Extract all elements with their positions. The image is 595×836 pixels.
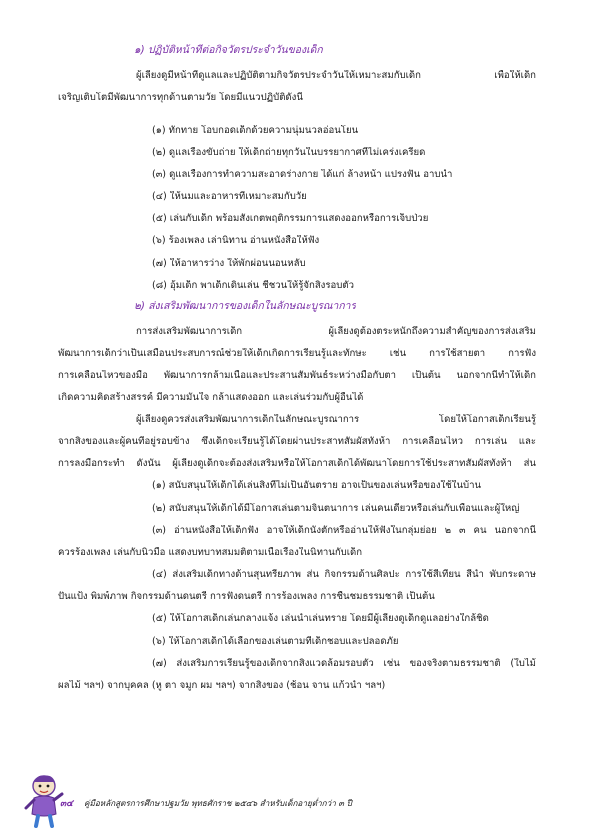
section1-item-2: (๒) ดูแลเรื่องขับถ่าย ให้เด็กถ่ายทุกวันในบรรยากาศที่ไม่เคร่งเครียด	[152, 147, 426, 158]
section1-item-5: (๕) เล่นกับเด็ก พร้อมสังเกตพฤติกรรมการแสดงออกหรือการเจ็บป่วย	[152, 213, 429, 224]
footer-title: คู่มือหลักสูตรการศึกษาปฐมวัย พุทธศักราช ๒๕๔๖ สำหรับเด็กอายุต่ำกว่า ๓ ปี	[84, 798, 352, 808]
section1-item-1: (๑) ทักทาย โอบกอดเด็กด้วยความนุ่มนวลอ่อนโยน	[152, 125, 359, 136]
section2-item-4-line1: (๔) ส่งเสริมเด็กทางด้านสุนทรียภาพ ส่น กิจกรรมด้านศิลปะ การใช้สีเทียน สีน้ำ พับกระดาษ	[152, 569, 536, 580]
section1-intro-line2: เจริญเติบโตมีพัฒนาการทุกด้านตามวัย โดยมีแนวปฏิบัติดังนี้	[58, 92, 303, 103]
section2-item-3-line2: ควรร้องเพลง เล่นกับนิ้วมือ แสดงบทบาทสมมติตามเนื้อเรื่องในนิทานกับเด็ก	[58, 547, 363, 558]
section2-item-1: (๑) สนับสนุนให้เด็กได้เล่นสิ่งที่ไม่เป็นอันตราย อาจเป็นของเล่นหรือของใช้ในบ้าน	[152, 480, 482, 491]
section1-item-7: (๗) ให้อาหารว่าง ให้พักผ่อนนอนหลับ	[152, 258, 306, 269]
section2-item-7-line2: ผลไม้ ฯลฯ) จากบุคคล (หู ตา จมูก ผม ฯลฯ) จากสิ่งของ (ช้อน จาน แก้วน้ำ ฯลฯ)	[58, 680, 386, 691]
section2-item-5: (๕) ให้โอกาสเด็กเล่นกลางแจ้ง เล่นน้ำเล่นทราย โดยมีผู้เลี้ยงดูเด็กดูแลอย่างใกล้ชิด	[152, 613, 489, 624]
section2-para1-line1: การส่งเสริมพัฒนาการเด็ก ผู้เลี้ยงดูต้องตระหนักถึงความสำคัญของการส่งเสริม	[136, 326, 536, 337]
section2-item-4-line2: ปั้นแป้ง พิมพ์ภาพ กิจกรรมด้านดนตรี การฟังดนตรี การร้องเพลง การชื่นชมธรรมชาติ เป็นต้น	[58, 591, 435, 602]
section1-intro-line1: ผู้เลี้ยงดูมีหน้าที่ดูแลและปฏิบัติตามกิจวัตรประจำวันให้เหมาะสมกับเด็ก เพื่อให้เด็ก	[136, 70, 536, 81]
section1-item-4: (๔) ให้นมและอาหารที่เหมาะสมกับวัย	[152, 191, 307, 202]
section1-item-8: (๘) อุ้มเด็ก พาเด็กเดินเล่น ชี้ชวนให้รู้จักสิ่งรอบตัว	[152, 280, 354, 291]
section2-para2-line1: ผู้เลี้ยงดูควรส่งเสริมพัฒนาการเด็กในลักษณะบูรณาการ โดยให้โอกาสเด็กเรียนรู้	[136, 414, 536, 425]
section2-para1-line4: เกิดความคิดสร้างสรรค์ มีความมั่นใจ กล้าแสดงออก และเล่นร่วมกับผู้อื่นได้	[58, 392, 364, 403]
section1-heading: ๑) ปฏิบัติหน้าที่ต่อกิจวัตรประจำวันของเด็ก	[134, 44, 323, 56]
section2-item-7-line1: (๗) ส่งเสริมการเรียนรู้ของเด็กจากสิ่งแวดล้อมรอบตัว เช่น ของจริงตามธรรมชาติ (ใบไม้	[152, 658, 536, 669]
section2-para2-line2: จากสิ่งของและผู้คนที่อยู่รอบข้าง ซึ่งเด็กจะเรียนรู้ได้โดยผ่านประสาทสัมผัสทั้งห้า การเคลื่อนไหว การเล่น และ	[58, 436, 536, 447]
page-number: ๓๔	[60, 799, 73, 809]
section2-item-3-line1: (๓) อ่านหนังสือให้เด็กฟัง อาจให้เด็กนั่งตักหรืออ่านให้ฟังในกลุ่มย่อย ๒ ๓ คน นอกจากนี้	[152, 525, 536, 536]
section2-heading: ๒) ส่งเสริมพัฒนาการของเด็กในลักษณะบูรณาการ	[134, 300, 357, 312]
section2-item-2: (๒) สนับสนุนให้เด็กได้มีโอกาสเล่นตามจินตนาการ เล่นคนเดียวหรือเล่นกับเพื่อนและผู้ใหญ่	[152, 503, 520, 514]
section1-item-6: (๖) ร้องเพลง เล่านิทาน อ่านหนังสือให้ฟัง	[152, 235, 320, 246]
section2-item-6: (๖) ให้โอกาสเด็กได้เลือกของเล่นตามที่เด็กชอบและปลอดภัย	[152, 636, 399, 647]
section1-item-3: (๓) ดูแลเรื่องการทำความสะอาดร่างกาย ได้แก่ ล้างหน้า แปรงฟัน อาบน้ำ	[152, 169, 453, 180]
section2-para2-line3: การลงมือกระทำ ดังนั้น ผู้เลี้ยงดูเด็กจะต้องส่งเสริมหรือให้โอกาสเด็กได้พัฒนาโดยการใช้ประสาทสัมผัสทั้งห้า ส่น	[58, 458, 536, 469]
section2-para1-line2: พัฒนาการเด็กว่าเป็นเสมือนประสบการณ์ช่วยให้เด็กเกิดการเรียนรู้และทักษะ เช่น การใช้สายตา การฟัง	[58, 348, 536, 359]
section2-para1-line3: การเคลื่อนไหวของมือ พัฒนาการกล้ามเนื้อและประสานสัมพันธ์ระหว่างมือกับตา เป็นต้น นอกจากนี้ทำให้เด็ก	[58, 370, 536, 381]
